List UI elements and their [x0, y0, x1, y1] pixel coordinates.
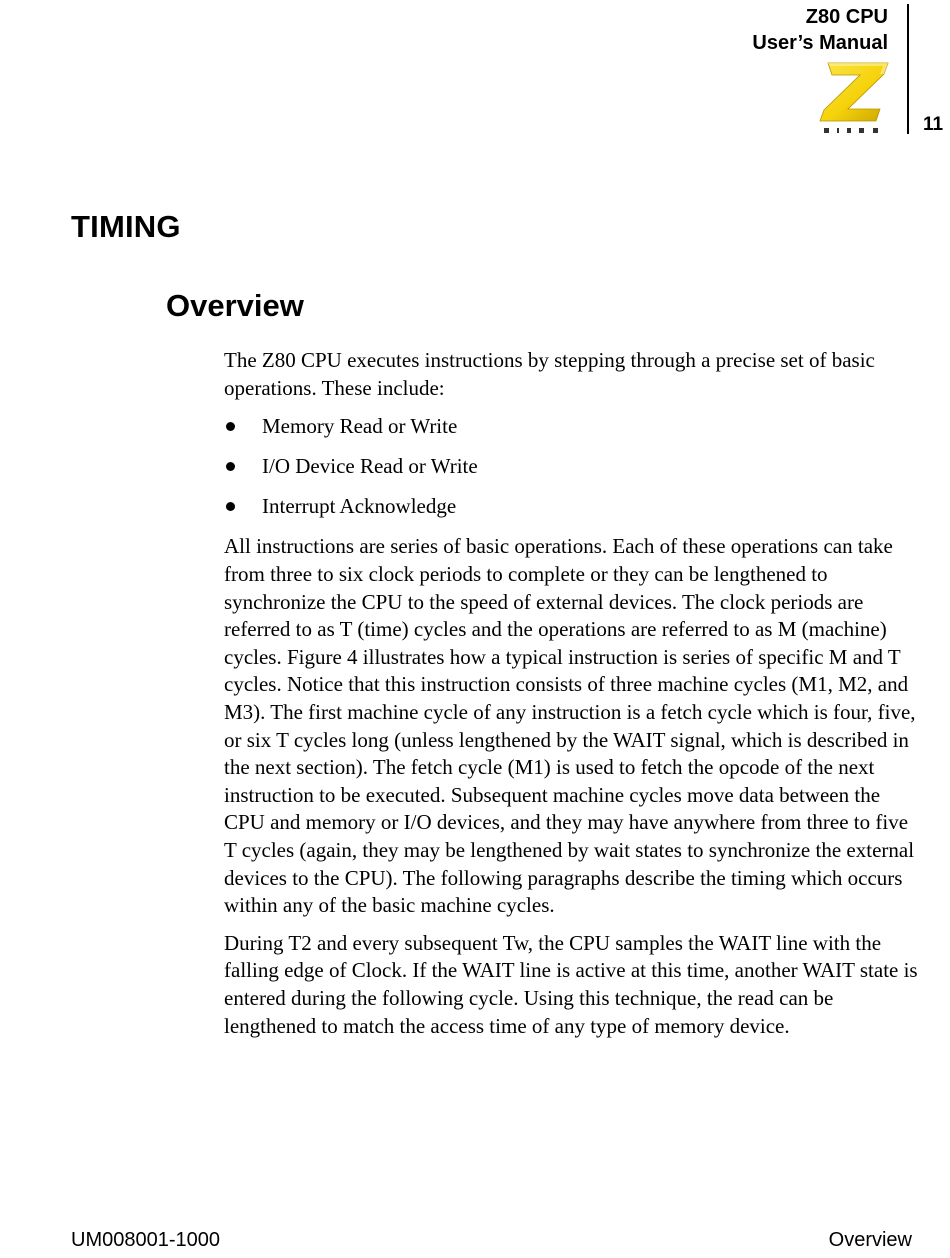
body-paragraph-1: All instructions are series of basic operations. Each of these operations can take from three to six clock periods to complete or they can be lengthened to synchronize the CPU to the speed of external devices. The clock periods are referred to as T (time) cycles and the operations are referred to as M (machine) cycles. Figure 4 illustrates how a typical instruction is series of specific M and T cycles. Notice that this instruction consists of three machine cycles (M1, M2, and M3). The first machine cycle of any instruction is a fetch cycle which is four, five, or six T cycles long (unless lengthened by the WAIT signal, which is described in the next section). The fetch cycle (M1) is used to fetch the opcode of the next instruction to be executed. Subsequent machine cycles move data between the CPU and memory or I/O devices, and they may have anywhere from three to five T cycles (again, they may be lengthened by wait states to synchronize the external devices to the CPU). The following paragraphs describe the timing which occurs within any of the basic machine cycles.	[224, 534, 916, 918]
section-title: Overview	[166, 288, 304, 323]
bullet-icon	[226, 462, 235, 471]
header-manual: User’s Manual	[752, 32, 888, 54]
bullet-icon	[226, 422, 235, 431]
list-item-label: I/O Device Read or Write	[262, 454, 478, 479]
header-rule	[907, 4, 909, 134]
list-item	[224, 453, 924, 481]
header-product: Z80 CPU	[805, 6, 888, 28]
footer-doc-number: UM008001-1000	[71, 1229, 220, 1251]
list-item-label: Memory Read or Write	[262, 414, 458, 439]
operations-list	[224, 413, 924, 521]
intro-paragraph: The Z80 CPU executes instructions by stepping through a precise set of basic operations. These include:	[224, 348, 875, 400]
list-item-label: Interrupt Acknowledge	[262, 494, 457, 519]
chapter-title: TIMING	[71, 209, 181, 244]
page-number: 11	[923, 114, 944, 135]
running-header	[752, 4, 888, 56]
footer-section: Overview	[828, 1229, 912, 1251]
bullet-icon	[226, 502, 235, 511]
zilog-logo	[818, 60, 892, 136]
body-paragraph-2: During T2 and every subsequent Tw, the CPU samples the WAIT line with the falling edge of Clock. If the WAIT line is active at this time, another WAIT state is entered during the following cycle. Using this technique, the read can be lengthened to match the access time of any type of memory device.	[224, 930, 918, 1038]
body-text	[224, 347, 924, 1040]
list-item	[224, 413, 924, 441]
list-item	[224, 493, 924, 521]
